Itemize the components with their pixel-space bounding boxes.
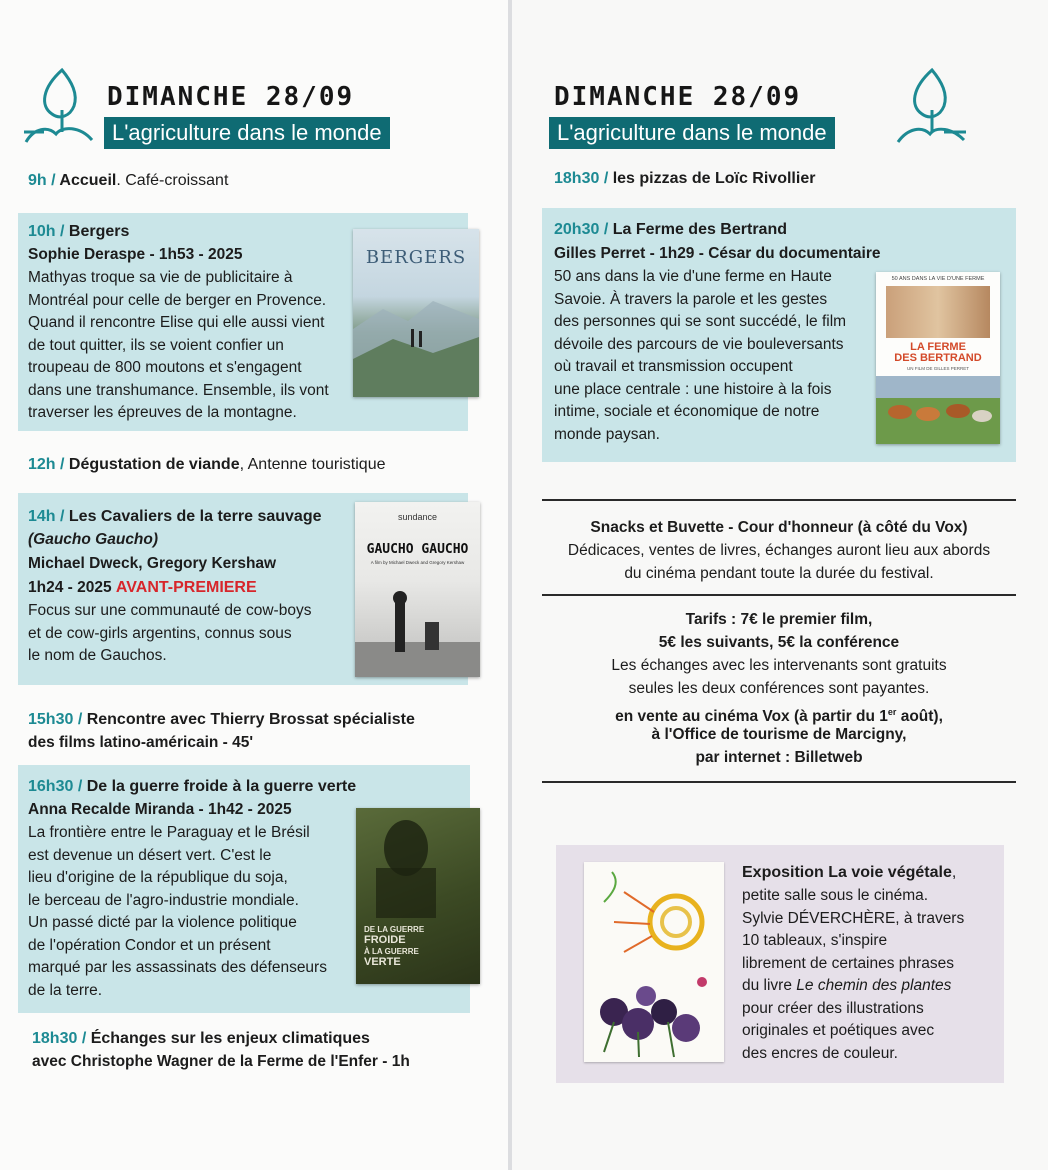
avant-premiere-badge: AVANT-PREMIERE <box>115 579 257 596</box>
exposition-title: Exposition La voie végétale, <box>742 864 957 881</box>
vente-line-2: à l'Office de tourisme de Marcigny, <box>651 726 907 743</box>
tree-icon <box>22 66 96 148</box>
schedule-15h30-detail: des films latino-américain - 45' <box>28 734 254 751</box>
schedule-15h30: 15h30 / Rencontre avec Thierry Brossat spécialiste <box>28 711 415 728</box>
poster-guerre-title: DE LA GUERRE FROIDE À LA GUERRE VERTE <box>364 925 425 968</box>
poster-gaucho: sundance GAUCHO GAUCHO A film by Michael Dweck and Gregory Kershaw <box>355 502 480 677</box>
tarifs-line-2: 5€ les suivants, 5€ la conférence <box>658 634 900 651</box>
poster-guerre <box>356 808 480 984</box>
snacks-title: Snacks et Buvette - Cour d'honneur (à côté du Vox) <box>590 519 968 536</box>
divider-top <box>542 499 1016 501</box>
snacks-line-1: Dédicaces, ventes de livres, échanges auront lieu aux abords <box>567 542 991 559</box>
film-title-gaucho: 14h / Les Cavaliers de la terre sauvage <box>28 508 322 525</box>
tree-icon <box>894 66 968 148</box>
schedule-18h30: 18h30 / Échanges sur les enjeux climatiques <box>32 1030 370 1047</box>
theme-banner: L'agriculture dans le monde <box>549 117 835 149</box>
day-title: DIMANCHE 28/09 <box>554 82 802 112</box>
schedule-18h30: 18h30 / les pizzas de Loïc Rivollier <box>554 170 816 187</box>
exposition-artwork <box>584 862 724 1062</box>
theme-banner: L'agriculture dans le monde <box>104 117 390 149</box>
film-date-gaucho: 1h24 - 2025 AVANT-PREMIERE <box>28 579 257 596</box>
poster-bergers: BERGERS <box>353 229 479 397</box>
left-page: DIMANCHE 28/09 L'agriculture dans le monde 9h / Accueil. Café-croissant 10h / Bergers Sophie Deraspe - 1h53 - 2025 Mathyas troque sa vie de publicitaire à Montréal pour celle de berger en Provence. Quand il rencontre Elise qui elle aussi vient de tout quitter, ils se voient confier un troupeau de 800 moutons et s'engagent dans une transhumance. Ensemble, ils vont traverser les épreuves de la montagne. BERGERS 12h / Dégustation de viande, Antenne touristique 14h / Les Cavaliers de la terre sauvage (Gaucho Gaucho) Michael Dweck, Gregory Kershaw 1h24 - 2025 AVANT-PREMIERE Focus sur une communauté de cow-boys et de cow-girls argentins, connus sous le nom de Gauchos. sundance GAUCHO GAUCHO A film by Michael Dweck and Gregory Kershaw 15h30 / Rencontre avec Thierry Brossat spécialiste des films latino-américain - 45' 16h30 / De la guerre froide à la guerre verte Anna Recalde Miranda - 1h42 - 2025 La frontière entre le Paraguay et le Brésil est devenue un désert vert. C'est le lieu d'origine de la république du soja, le berceau de l'agro-industrie mondiale. Un passé dicté par la violence politique de l'opération Condor et un présent marqué par les assassinats des défenseurs de la terre. DE LA GUERRE FROIDE À LA GUERRE VERTE 18h30 / Échanges sur les enjeux climatiques avec Christophe Wagner de la Ferme de l'Enfer - 1h <box>0 0 508 1170</box>
film-title-guerre: 16h30 / De la guerre froide à la guerre verte <box>28 778 357 795</box>
snacks-line-2: du cinéma pendant toute la durée du festival. <box>624 565 934 582</box>
film-credits-bergers: Sophie Deraspe - 1h53 - 2025 <box>28 246 243 263</box>
schedule-9h: 9h / Accueil. Café-croissant <box>28 172 229 189</box>
film-title-ferme: 20h30 / La Ferme des Bertrand <box>554 221 787 238</box>
schedule-12h: 12h / Dégustation de viande, Antenne touristique <box>28 456 386 473</box>
poster-ferme: 50 ANS DANS LA VIE D'UNE FERME LA FERME DES BERTRAND UN FILM DE GILLES PERRET <box>876 272 1000 444</box>
vente-line-3: par internet : Billetweb <box>695 749 863 766</box>
poster-ferme-title: LA FERME DES BERTRAND <box>894 341 982 364</box>
film-title-bergers: 10h / Bergers <box>28 223 130 240</box>
right-page: DIMANCHE 28/09 L'agriculture dans le monde 18h30 / les pizzas de Loïc Rivollier 20h30 / La Ferme des Bertrand Gilles Perret - 1h29 - César du documentaire 50 ans dans la vie d'une ferme en Haute Savoie. À travers la parole et les gestes des personnes qui se sont succédé, le film dévoile des parcours de vie bouleversants où travail et transmission occupent une place centrale : une histoire à la fois intime, sociale et économique de notre monde paysan. 50 ANS DANS LA VIE D'UNE FERME LA FERME DES BERTRAND UN FILM DE GILLES PERRET Snacks et Buvette - Cour d'honneur (à côté du Vox) Dédicaces, ventes de livres, échanges auront lieu aux abords du cinéma pendant toute la durée du festival. Tarifs : 7€ le premier film, 5€ les suivants, 5€ la conférence Les échanges avec les intervenants sont gratuits seules les deux conférences sont payantes. en vente au cinéma Vox (à partir du 1er août), à l'Office de tourisme de Marcigny, par internet : Billetweb Exposition La voie végétale, petite salle sous le cinéma. Sylvie DÉVERCHÈRE, à travers 10 tableaux, s'inspire librement de certaines phrases du livre Le chemin des plantes pour créer des illustrations originales et poétiques avec des encres de couleur. <box>512 0 1048 1170</box>
film-credits-ferme: Gilles Perret - 1h29 - César du documentaire <box>554 245 881 262</box>
tarifs-line-1: Tarifs : 7€ le premier film, <box>685 611 873 628</box>
divider-middle <box>542 594 1016 596</box>
film-credits-gaucho: Michael Dweck, Gregory Kershaw <box>28 555 277 572</box>
film-credits-guerre: Anna Recalde Miranda - 1h42 - 2025 <box>28 801 292 818</box>
film-subtitle-gaucho: (Gaucho Gaucho) <box>28 531 159 548</box>
day-title: DIMANCHE 28/09 <box>107 82 355 112</box>
divider-bottom <box>542 781 1016 783</box>
vente-line-1: en vente au cinéma Vox (à partir du 1er août), <box>615 707 943 726</box>
schedule-18h30-detail: avec Christophe Wagner de la Ferme de l'Enfer - 1h <box>32 1053 410 1070</box>
tarifs-info-1: Les échanges avec les intervenants sont gratuits <box>611 657 947 674</box>
tarifs-info-2: seules les deux conférences sont payantes. <box>628 680 930 697</box>
